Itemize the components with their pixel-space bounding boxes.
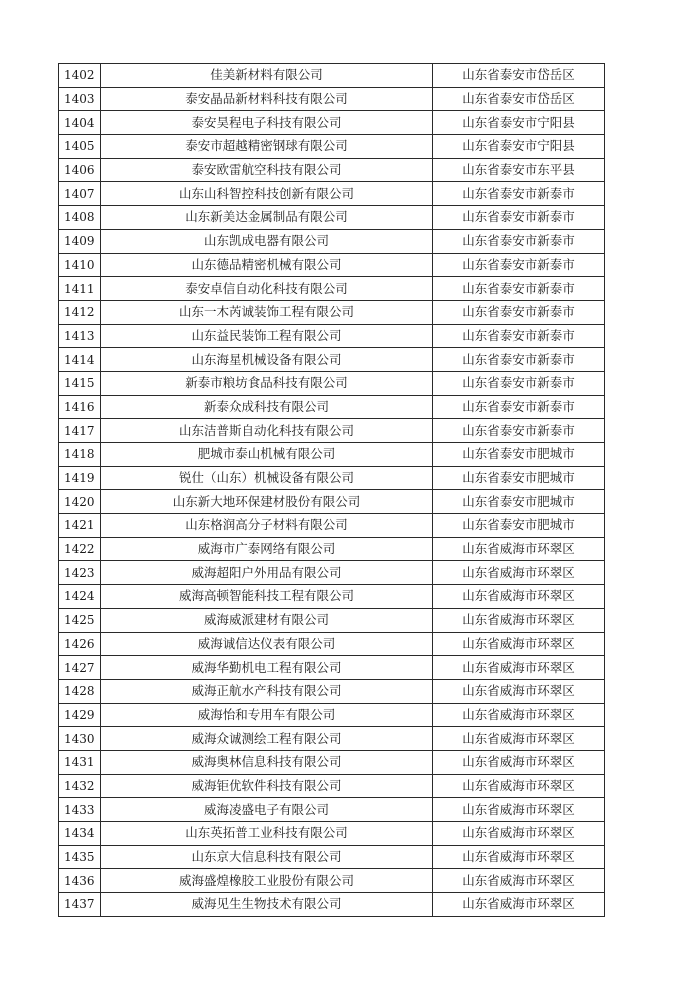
table-row [59, 300, 605, 324]
table-row [59, 253, 605, 277]
company-location: 山东省泰安市新泰市 [433, 253, 605, 277]
row-number: 1434 [59, 822, 101, 846]
row-number: 1435 [59, 845, 101, 869]
company-location: 山东省威海市环翠区 [433, 845, 605, 869]
company-name: 威海凌盛电子有限公司 [101, 798, 433, 822]
row-number: 1412 [59, 300, 101, 324]
company-location: 山东省威海市环翠区 [433, 869, 605, 893]
row-number: 1402 [59, 64, 101, 88]
company-location: 山东省威海市环翠区 [433, 585, 605, 609]
row-number: 1436 [59, 869, 101, 893]
company-location: 山东省威海市环翠区 [433, 822, 605, 846]
company-name: 威海华勤机电工程有限公司 [101, 656, 433, 680]
table-row [59, 869, 605, 893]
table-row [59, 371, 605, 395]
table-row [59, 135, 605, 159]
row-number: 1415 [59, 371, 101, 395]
company-name: 威海奥林信息科技有限公司 [101, 750, 433, 774]
row-number: 1423 [59, 561, 101, 585]
company-name: 威海威派建材有限公司 [101, 608, 433, 632]
company-location: 山东省泰安市新泰市 [433, 324, 605, 348]
company-name: 山东山科智控科技创新有限公司 [101, 182, 433, 206]
company-location: 山东省威海市环翠区 [433, 537, 605, 561]
company-name: 山东凯成电器有限公司 [101, 229, 433, 253]
company-name: 威海怡和专用车有限公司 [101, 703, 433, 727]
table-row [59, 324, 605, 348]
table-row [59, 443, 605, 467]
company-name: 威海盛煌橡胶工业股份有限公司 [101, 869, 433, 893]
company-location: 山东省泰安市肥城市 [433, 514, 605, 538]
company-location: 山东省泰安市新泰市 [433, 229, 605, 253]
table-row [59, 679, 605, 703]
table-row [59, 206, 605, 230]
row-number: 1437 [59, 893, 101, 917]
table-row [59, 348, 605, 372]
company-name: 佳美新材料有限公司 [101, 64, 433, 88]
row-number: 1416 [59, 395, 101, 419]
table-row [59, 182, 605, 206]
company-name: 锐仕（山东）机械设备有限公司 [101, 466, 433, 490]
company-location: 山东省威海市环翠区 [433, 679, 605, 703]
company-location: 山东省泰安市新泰市 [433, 206, 605, 230]
table-row [59, 798, 605, 822]
table-row [59, 750, 605, 774]
table-row [59, 229, 605, 253]
company-location: 山东省泰安市新泰市 [433, 277, 605, 301]
table-row [59, 561, 605, 585]
company-location: 山东省泰安市宁阳县 [433, 135, 605, 159]
table-row [59, 514, 605, 538]
row-number: 1425 [59, 608, 101, 632]
row-number: 1428 [59, 679, 101, 703]
row-number: 1430 [59, 727, 101, 751]
company-location: 山东省泰安市新泰市 [433, 348, 605, 372]
row-number: 1404 [59, 111, 101, 135]
row-number: 1429 [59, 703, 101, 727]
table-row [59, 277, 605, 301]
company-location: 山东省威海市环翠区 [433, 703, 605, 727]
row-number: 1418 [59, 443, 101, 467]
table-row [59, 727, 605, 751]
company-name: 威海超阳户外用品有限公司 [101, 561, 433, 585]
table-row [59, 490, 605, 514]
company-location: 山东省泰安市肥城市 [433, 466, 605, 490]
company-name: 威海正航水产科技有限公司 [101, 679, 433, 703]
company-name: 威海诚信达仪表有限公司 [101, 632, 433, 656]
table-body [59, 64, 605, 917]
company-name: 山东一木芮诚装饰工程有限公司 [101, 300, 433, 324]
row-number: 1406 [59, 158, 101, 182]
company-name: 山东新大地环保建材股份有限公司 [101, 490, 433, 514]
company-name: 威海高顿智能科技工程有限公司 [101, 585, 433, 609]
company-name: 肥城市泰山机械有限公司 [101, 443, 433, 467]
company-name: 泰安市超越精密钢球有限公司 [101, 135, 433, 159]
table-row [59, 608, 605, 632]
company-location: 山东省泰安市岱岳区 [433, 64, 605, 88]
row-number: 1422 [59, 537, 101, 561]
company-location: 山东省泰安市肥城市 [433, 443, 605, 467]
company-name: 新泰市粮坊食品科技有限公司 [101, 371, 433, 395]
company-location: 山东省威海市环翠区 [433, 561, 605, 585]
company-name: 泰安晶品新材料科技有限公司 [101, 87, 433, 111]
table-row [59, 419, 605, 443]
company-name: 威海市广泰网络有限公司 [101, 537, 433, 561]
company-location: 山东省泰安市新泰市 [433, 300, 605, 324]
company-name: 山东洁普斯自动化科技有限公司 [101, 419, 433, 443]
company-location: 山东省泰安市新泰市 [433, 182, 605, 206]
company-location: 山东省泰安市肥城市 [433, 490, 605, 514]
row-number: 1424 [59, 585, 101, 609]
company-list-table [58, 63, 605, 917]
row-number: 1414 [59, 348, 101, 372]
row-number: 1409 [59, 229, 101, 253]
row-number: 1431 [59, 750, 101, 774]
table-row [59, 822, 605, 846]
table-row [59, 158, 605, 182]
company-location: 山东省泰安市新泰市 [433, 395, 605, 419]
row-number: 1420 [59, 490, 101, 514]
table-row [59, 395, 605, 419]
company-name: 威海见生生物技术有限公司 [101, 893, 433, 917]
company-name: 山东格润高分子材料有限公司 [101, 514, 433, 538]
table-row [59, 703, 605, 727]
company-name: 威海众诚测绘工程有限公司 [101, 727, 433, 751]
table-row [59, 656, 605, 680]
company-name: 威海钜优软件科技有限公司 [101, 774, 433, 798]
table-row [59, 845, 605, 869]
company-name: 泰安昊程电子科技有限公司 [101, 111, 433, 135]
company-location: 山东省泰安市新泰市 [433, 371, 605, 395]
company-location: 山东省泰安市岱岳区 [433, 87, 605, 111]
company-location: 山东省威海市环翠区 [433, 727, 605, 751]
table-row [59, 774, 605, 798]
company-name: 山东益民装饰工程有限公司 [101, 324, 433, 348]
company-location: 山东省威海市环翠区 [433, 774, 605, 798]
company-name: 山东京大信息科技有限公司 [101, 845, 433, 869]
row-number: 1411 [59, 277, 101, 301]
company-location: 山东省泰安市东平县 [433, 158, 605, 182]
company-name: 山东英拓普工业科技有限公司 [101, 822, 433, 846]
row-number: 1410 [59, 253, 101, 277]
table-row [59, 111, 605, 135]
row-number: 1421 [59, 514, 101, 538]
row-number: 1419 [59, 466, 101, 490]
company-location: 山东省威海市环翠区 [433, 608, 605, 632]
table-row [59, 893, 605, 917]
row-number: 1407 [59, 182, 101, 206]
table-row [59, 632, 605, 656]
table-row [59, 64, 605, 88]
row-number: 1433 [59, 798, 101, 822]
company-name: 山东海星机械设备有限公司 [101, 348, 433, 372]
row-number: 1417 [59, 419, 101, 443]
company-name: 新泰众成科技有限公司 [101, 395, 433, 419]
company-location: 山东省威海市环翠区 [433, 798, 605, 822]
company-location: 山东省威海市环翠区 [433, 893, 605, 917]
table-row [59, 466, 605, 490]
row-number: 1403 [59, 87, 101, 111]
table-row [59, 585, 605, 609]
row-number: 1408 [59, 206, 101, 230]
table-row [59, 87, 605, 111]
company-name: 山东德品精密机械有限公司 [101, 253, 433, 277]
row-number: 1413 [59, 324, 101, 348]
company-location: 山东省泰安市新泰市 [433, 419, 605, 443]
table-row [59, 537, 605, 561]
company-location: 山东省威海市环翠区 [433, 632, 605, 656]
row-number: 1432 [59, 774, 101, 798]
company-name: 山东新美达金属制品有限公司 [101, 206, 433, 230]
row-number: 1426 [59, 632, 101, 656]
company-location: 山东省威海市环翠区 [433, 656, 605, 680]
company-name: 泰安卓信自动化科技有限公司 [101, 277, 433, 301]
company-name: 泰安欧雷航空科技有限公司 [101, 158, 433, 182]
row-number: 1427 [59, 656, 101, 680]
row-number: 1405 [59, 135, 101, 159]
company-location: 山东省威海市环翠区 [433, 750, 605, 774]
company-location: 山东省泰安市宁阳县 [433, 111, 605, 135]
